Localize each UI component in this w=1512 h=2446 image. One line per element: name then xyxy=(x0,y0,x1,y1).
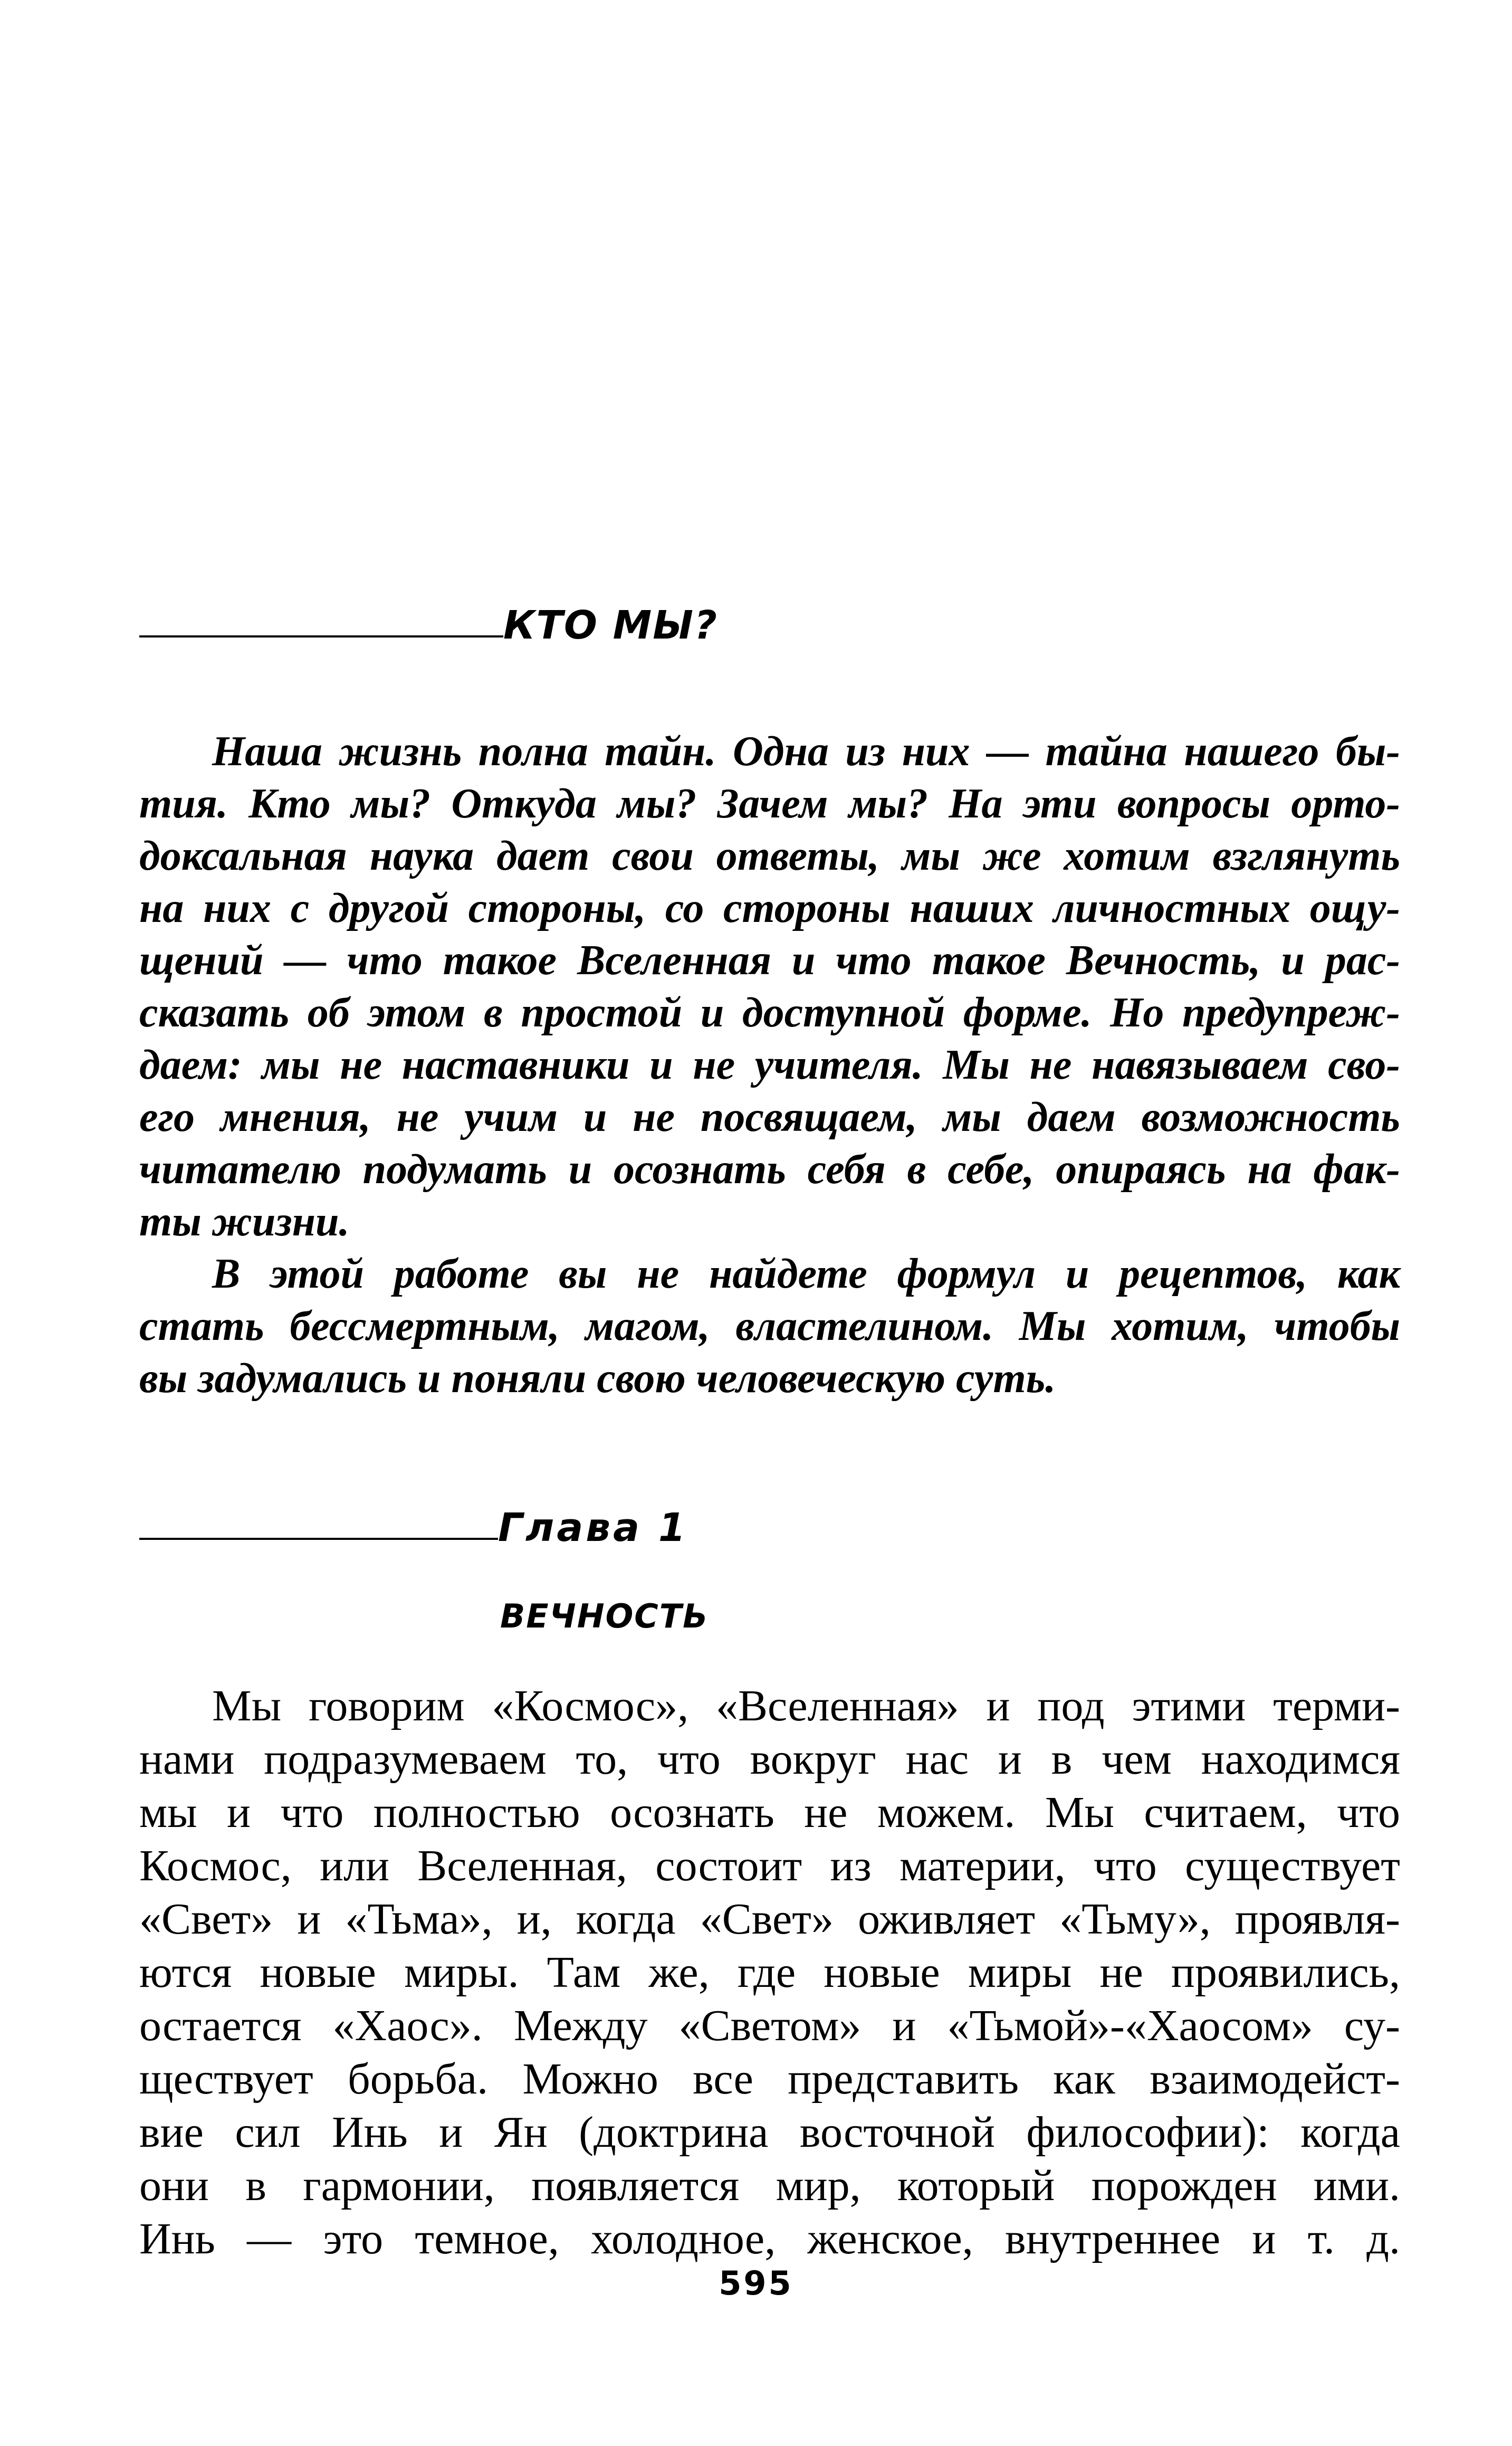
chapter-heading xyxy=(139,1505,878,1550)
heading-rule xyxy=(139,635,503,637)
intro-line: Наша жизнь полна тайн. Одна из них — тайна нашего бы- xyxy=(212,728,1400,775)
intro-line: стать бессмертным, магом, властелином. Мы хотим, чтобы xyxy=(139,1303,1400,1349)
body-line: остается «Хаос». Между «Светом» и «Тьмой»-«Хаосом» су- xyxy=(139,2001,1400,2050)
chapter-label: Глава 1 xyxy=(498,1505,688,1550)
intro-line: тия. Кто мы? Откуда мы? Зачем мы? На эти вопросы орто- xyxy=(139,781,1400,827)
intro-line: ты жизни. xyxy=(139,1198,350,1245)
intro-line: вы задумались и поняли свою человеческую суть. xyxy=(139,1355,1056,1402)
body-line: мы и что полностью осознать не можем. Мы считаем, что xyxy=(139,1788,1400,1837)
body-line: нами подразумеваем то, что вокруг нас и в чем находимся xyxy=(139,1735,1400,1784)
intro-line: В этой работе вы не найдете формул и рецептов, как xyxy=(212,1251,1400,1297)
body-line: они в гармонии, появляется мир, который порожден ими. xyxy=(139,2161,1400,2210)
section-heading-text: КТО МЫ? xyxy=(503,603,718,648)
intro-line: сказать об этом в простой и доступной форме. Но предупреж- xyxy=(139,989,1400,1036)
body-line: вие сил Инь и Ян (доктрина восточной философии): когда xyxy=(139,2108,1400,2157)
heading-rule xyxy=(139,1538,498,1540)
intro-line: читателю подумать и осознать себя в себе, опираясь на фак- xyxy=(139,1146,1400,1193)
intro-line: даем: мы не наставники и не учителя. Мы не навязываем сво- xyxy=(139,1042,1400,1088)
intro-paragraphs xyxy=(139,726,1400,1405)
section-heading xyxy=(139,603,878,648)
body-line: Мы говорим «Космос», «Вселенная» и под этими терми- xyxy=(212,1681,1400,1730)
body-paragraph xyxy=(139,1679,1400,2266)
chapter-title: ВЕЧНОСТЬ xyxy=(500,1597,709,1635)
page-number: 595 xyxy=(719,2264,793,2302)
intro-line: его мнения, не учим и не посвящаем, мы даем возможность xyxy=(139,1094,1400,1140)
body-line: Инь — это темное, холодное, женское, внутреннее и т. д. xyxy=(139,2214,1400,2263)
intro-line: на них с другой стороны, со стороны наших личностных ощу- xyxy=(139,885,1400,931)
body-line: ются новые миры. Там же, где новые миры не проявились, xyxy=(139,1948,1400,1997)
intro-line: доксальная наука дает свои ответы, мы же хотим взглянуть xyxy=(139,833,1400,879)
body-line: «Свет» и «Тьма», и, когда «Свет» оживляет «Тьму», проявля- xyxy=(139,1895,1400,1944)
body-line: ществует борьба. Можно все представить как взаимодейст- xyxy=(139,2054,1400,2104)
body-line: Космос, или Вселенная, состоит из материи, что существует xyxy=(139,1841,1400,1890)
intro-line: щений — что такое Вселенная и что такое Вечность, и рас- xyxy=(139,937,1400,984)
